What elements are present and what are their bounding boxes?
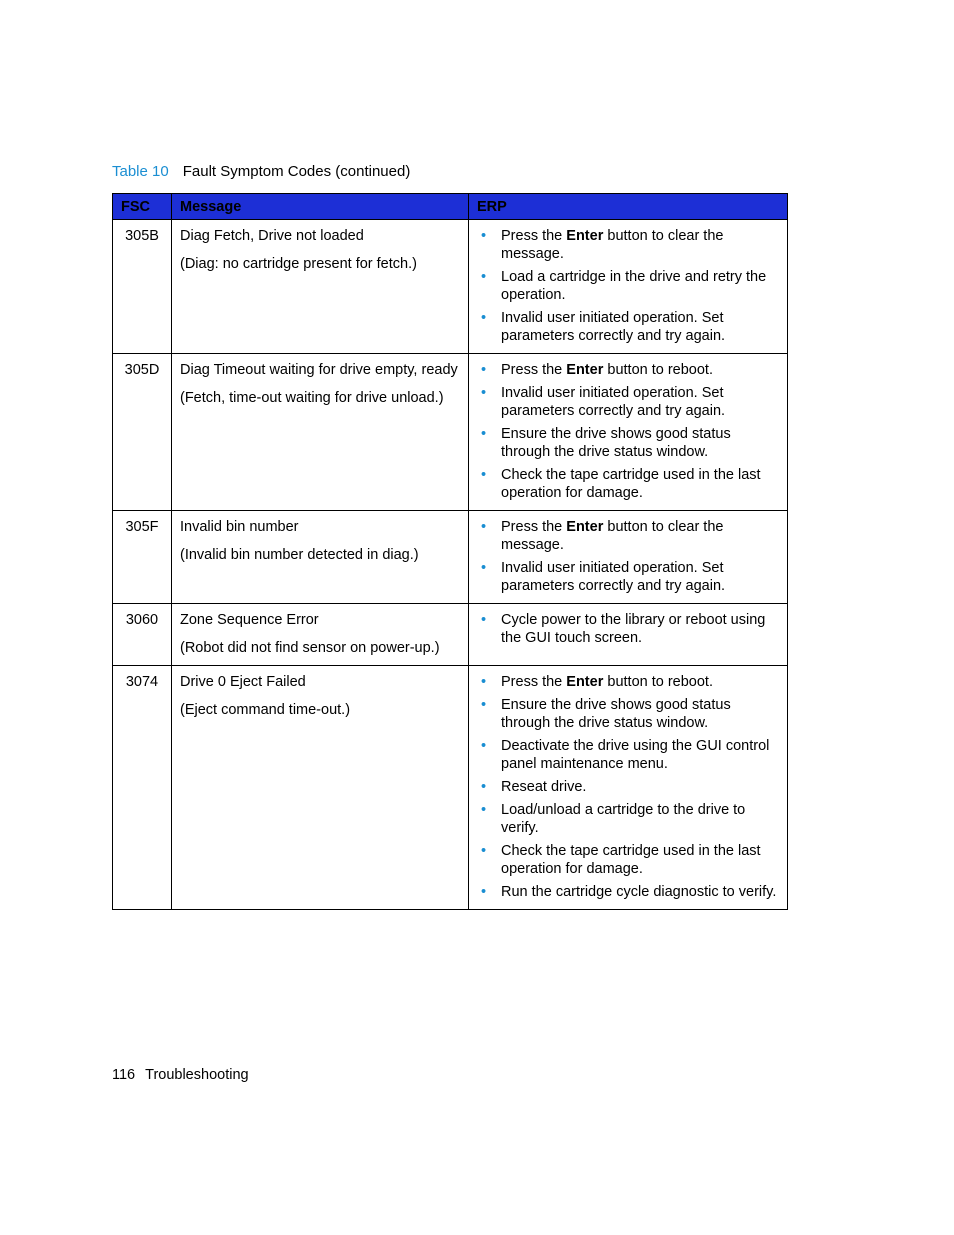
message-detail: (Diag: no cartridge present for fetch.) — [180, 256, 417, 272]
header-fsc: FSC — [113, 194, 172, 220]
message-text: Invalid bin number — [180, 519, 299, 535]
erp-text: Invalid user initiated operation. Set parameters correctly and try again. — [501, 560, 726, 594]
fsc-code: 305B — [113, 220, 172, 354]
erp-list — [477, 361, 779, 502]
footer-section: Troubleshooting — [145, 1067, 249, 1083]
erp-item — [477, 518, 779, 554]
erp-text: Press the — [501, 674, 567, 690]
table-row — [113, 511, 788, 604]
erp-cell — [469, 604, 788, 666]
erp-list — [477, 611, 779, 647]
erp-cell — [469, 666, 788, 910]
table-row — [113, 354, 788, 511]
message-cell — [172, 604, 469, 666]
page-number: 116 — [112, 1067, 136, 1083]
erp-text: Load/unload a cartridge to the drive to verify. — [501, 802, 746, 836]
erp-item — [477, 268, 779, 304]
erp-text: Check the tape cartridge used in the last operation for damage. — [501, 843, 761, 877]
erp-text: Run the cartridge cycle diagnostic to verify. — [501, 884, 777, 900]
erp-text: Press the — [501, 519, 567, 535]
erp-item — [477, 737, 779, 773]
erp-item — [477, 801, 779, 837]
erp-text: Ensure the drive shows good status through the drive status window. — [501, 697, 731, 731]
message-detail: (Fetch, time-out waiting for drive unload.) — [180, 390, 444, 406]
table-caption — [112, 163, 410, 180]
message-detail: (Invalid bin number detected in diag.) — [180, 547, 419, 563]
fault-symptom-codes-table — [112, 193, 788, 910]
message-text: Zone Sequence Error — [180, 612, 319, 628]
message-cell — [172, 511, 469, 604]
table-row — [113, 666, 788, 910]
table-label: Table 10 — [112, 163, 169, 180]
message-text: Diag Fetch, Drive not loaded — [180, 228, 364, 244]
erp-button-name: Enter — [566, 674, 604, 690]
erp-text: Deactivate the drive using the GUI control panel maintenance menu. — [501, 738, 770, 772]
message-cell — [172, 354, 469, 511]
erp-cell — [469, 354, 788, 511]
table-row — [113, 220, 788, 354]
erp-text-continued: button to reboot. — [603, 362, 713, 378]
fsc-code: 305D — [113, 354, 172, 511]
erp-text-continued: button to clear the message. — [501, 519, 724, 553]
erp-item — [477, 696, 779, 732]
fsc-code: 305F — [113, 511, 172, 604]
erp-text: Load a cartridge in the drive and retry the operation. — [501, 269, 767, 303]
fsc-code: 3060 — [113, 604, 172, 666]
table-row — [113, 604, 788, 666]
page-footer — [112, 1067, 249, 1083]
message-text: Drive 0 Eject Failed — [180, 674, 306, 690]
message-detail: (Eject command time-out.) — [180, 702, 351, 718]
erp-text-continued: button to clear the message. — [501, 228, 724, 262]
erp-text: Ensure the drive shows good status through the drive status window. — [501, 426, 731, 460]
erp-item — [477, 425, 779, 461]
erp-list — [477, 518, 779, 595]
erp-text: Cycle power to the library or reboot using the GUI touch screen. — [501, 612, 766, 646]
erp-button-name: Enter — [566, 519, 604, 535]
erp-text-continued: button to reboot. — [603, 674, 713, 690]
erp-item — [477, 778, 779, 796]
erp-text: Invalid user initiated operation. Set parameters correctly and try again. — [501, 385, 726, 419]
erp-item — [477, 309, 779, 345]
erp-text: Press the — [501, 362, 567, 378]
erp-text: Press the — [501, 228, 567, 244]
erp-item — [477, 611, 779, 647]
erp-item — [477, 361, 779, 379]
erp-list — [477, 227, 779, 345]
table-title: Fault Symptom Codes (continued) — [182, 163, 411, 180]
erp-text: Invalid user initiated operation. Set parameters correctly and try again. — [501, 310, 726, 344]
erp-cell — [469, 511, 788, 604]
erp-cell — [469, 220, 788, 354]
message-cell — [172, 220, 469, 354]
erp-item — [477, 673, 779, 691]
message-detail: (Robot did not find sensor on power-up.) — [180, 640, 440, 656]
fsc-code: 3074 — [113, 666, 172, 910]
erp-item — [477, 384, 779, 420]
erp-item — [477, 227, 779, 263]
erp-item — [477, 559, 779, 595]
erp-text: Reseat drive. — [501, 779, 587, 795]
message-cell — [172, 666, 469, 910]
erp-item — [477, 842, 779, 878]
message-text: Diag Timeout waiting for drive empty, ready — [180, 362, 458, 378]
erp-item — [477, 883, 779, 901]
table-header-row — [113, 194, 788, 220]
erp-list — [477, 673, 779, 901]
erp-button-name: Enter — [566, 228, 604, 244]
erp-item — [477, 466, 779, 502]
table-body — [113, 220, 788, 910]
erp-button-name: Enter — [566, 362, 604, 378]
header-erp: ERP — [469, 194, 788, 220]
header-message: Message — [172, 194, 469, 220]
erp-text: Check the tape cartridge used in the last operation for damage. — [501, 467, 761, 501]
